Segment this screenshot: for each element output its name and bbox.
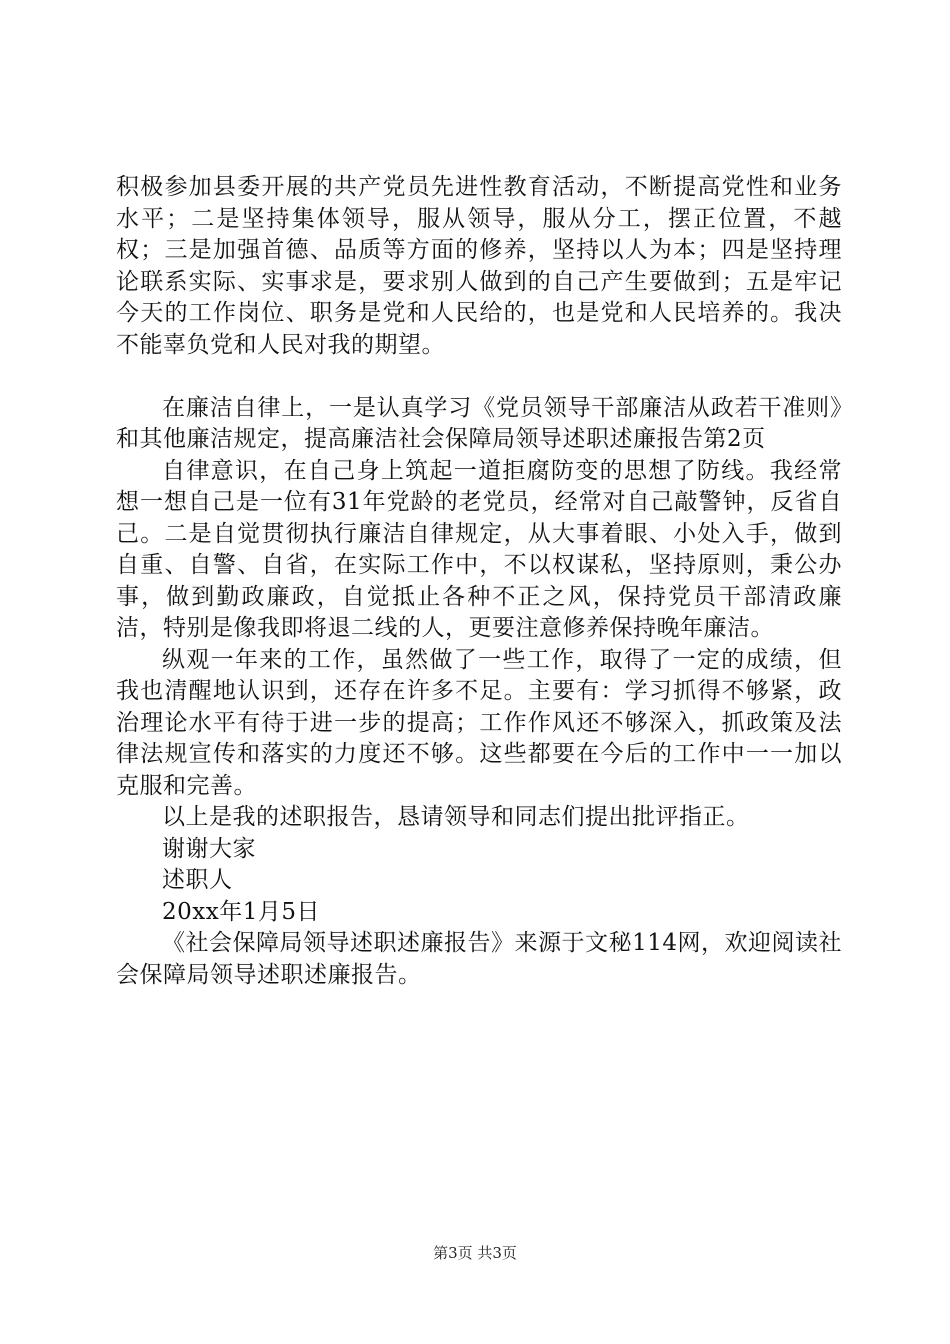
paragraph-self-discipline: 自律意识，在自己身上筑起一道拒腐防变的思想了防线。我经常想一想自己是一位有31年党龄的老党员，经常对自己敲警钟，反省自己。二是自觉贯彻执行廉洁自律规定，从大事着眼、小处入手，做到自重、自警、自省，在实际工作中，不以权谋私，坚持原则，秉公办事，做到勤政廉政，自觉抵止各种不正之风，保持党员干部清政廉洁，特别是像我即将退二线的人，更要注意修养保持晚年廉洁。 xyxy=(116,457,842,641)
paragraph-integrity-intro: 在廉洁自律上，一是认真学习《党员领导干部廉洁从政若干准则》和其他廉洁规定，提高廉洁社会保障局领导述职述廉报告第2页 xyxy=(116,394,842,452)
document-body xyxy=(116,172,842,991)
paragraph-shortcomings: 纵观一年来的工作，虽然做了一些工作，取得了一定的成绩，但我也清醒地认识到，还存在许多不足。主要有：学习抓得不够紧，政治理论水平有待于进一步的提高；工作作风还不够深入，抓政策及法律法规宣传和落实的力度还不够。这些都要在今后的工作中一一加以克服和完善。 xyxy=(116,646,842,799)
page-footer: 第3页 共3页 xyxy=(433,1244,517,1262)
signature-label: 述职人 xyxy=(162,867,233,893)
paragraph-gap xyxy=(116,361,842,393)
paragraph-duty-conclusion: 积极参加县委开展的共产党员先进性教育活动，不断提高党性和业务水平；二是坚持集体领导，服从领导，服从分工，摆正位置，不越权；三是加强首德、品质等方面的修养，坚持以人为本；四是坚持理论联系实际、实事求是，要求别人做到的自己产生要做到；五是牢记今天的工作岗位、职务是党和人民给的，也是党和人民培养的。我决不能辜负党和人民对我的期望。 xyxy=(116,174,842,358)
source-note: 《社会保障局领导述职述廉报告》来源于文秘114网，欢迎阅读社会保障局领导述职述廉报告。 xyxy=(116,930,842,988)
paragraph-thanks: 谢谢大家 xyxy=(162,835,256,862)
report-date: 20xx年1月5日 xyxy=(162,898,320,925)
paragraph-closing: 以上是我的述职报告，恳请领导和同志们提出批评指正。 xyxy=(162,804,750,830)
